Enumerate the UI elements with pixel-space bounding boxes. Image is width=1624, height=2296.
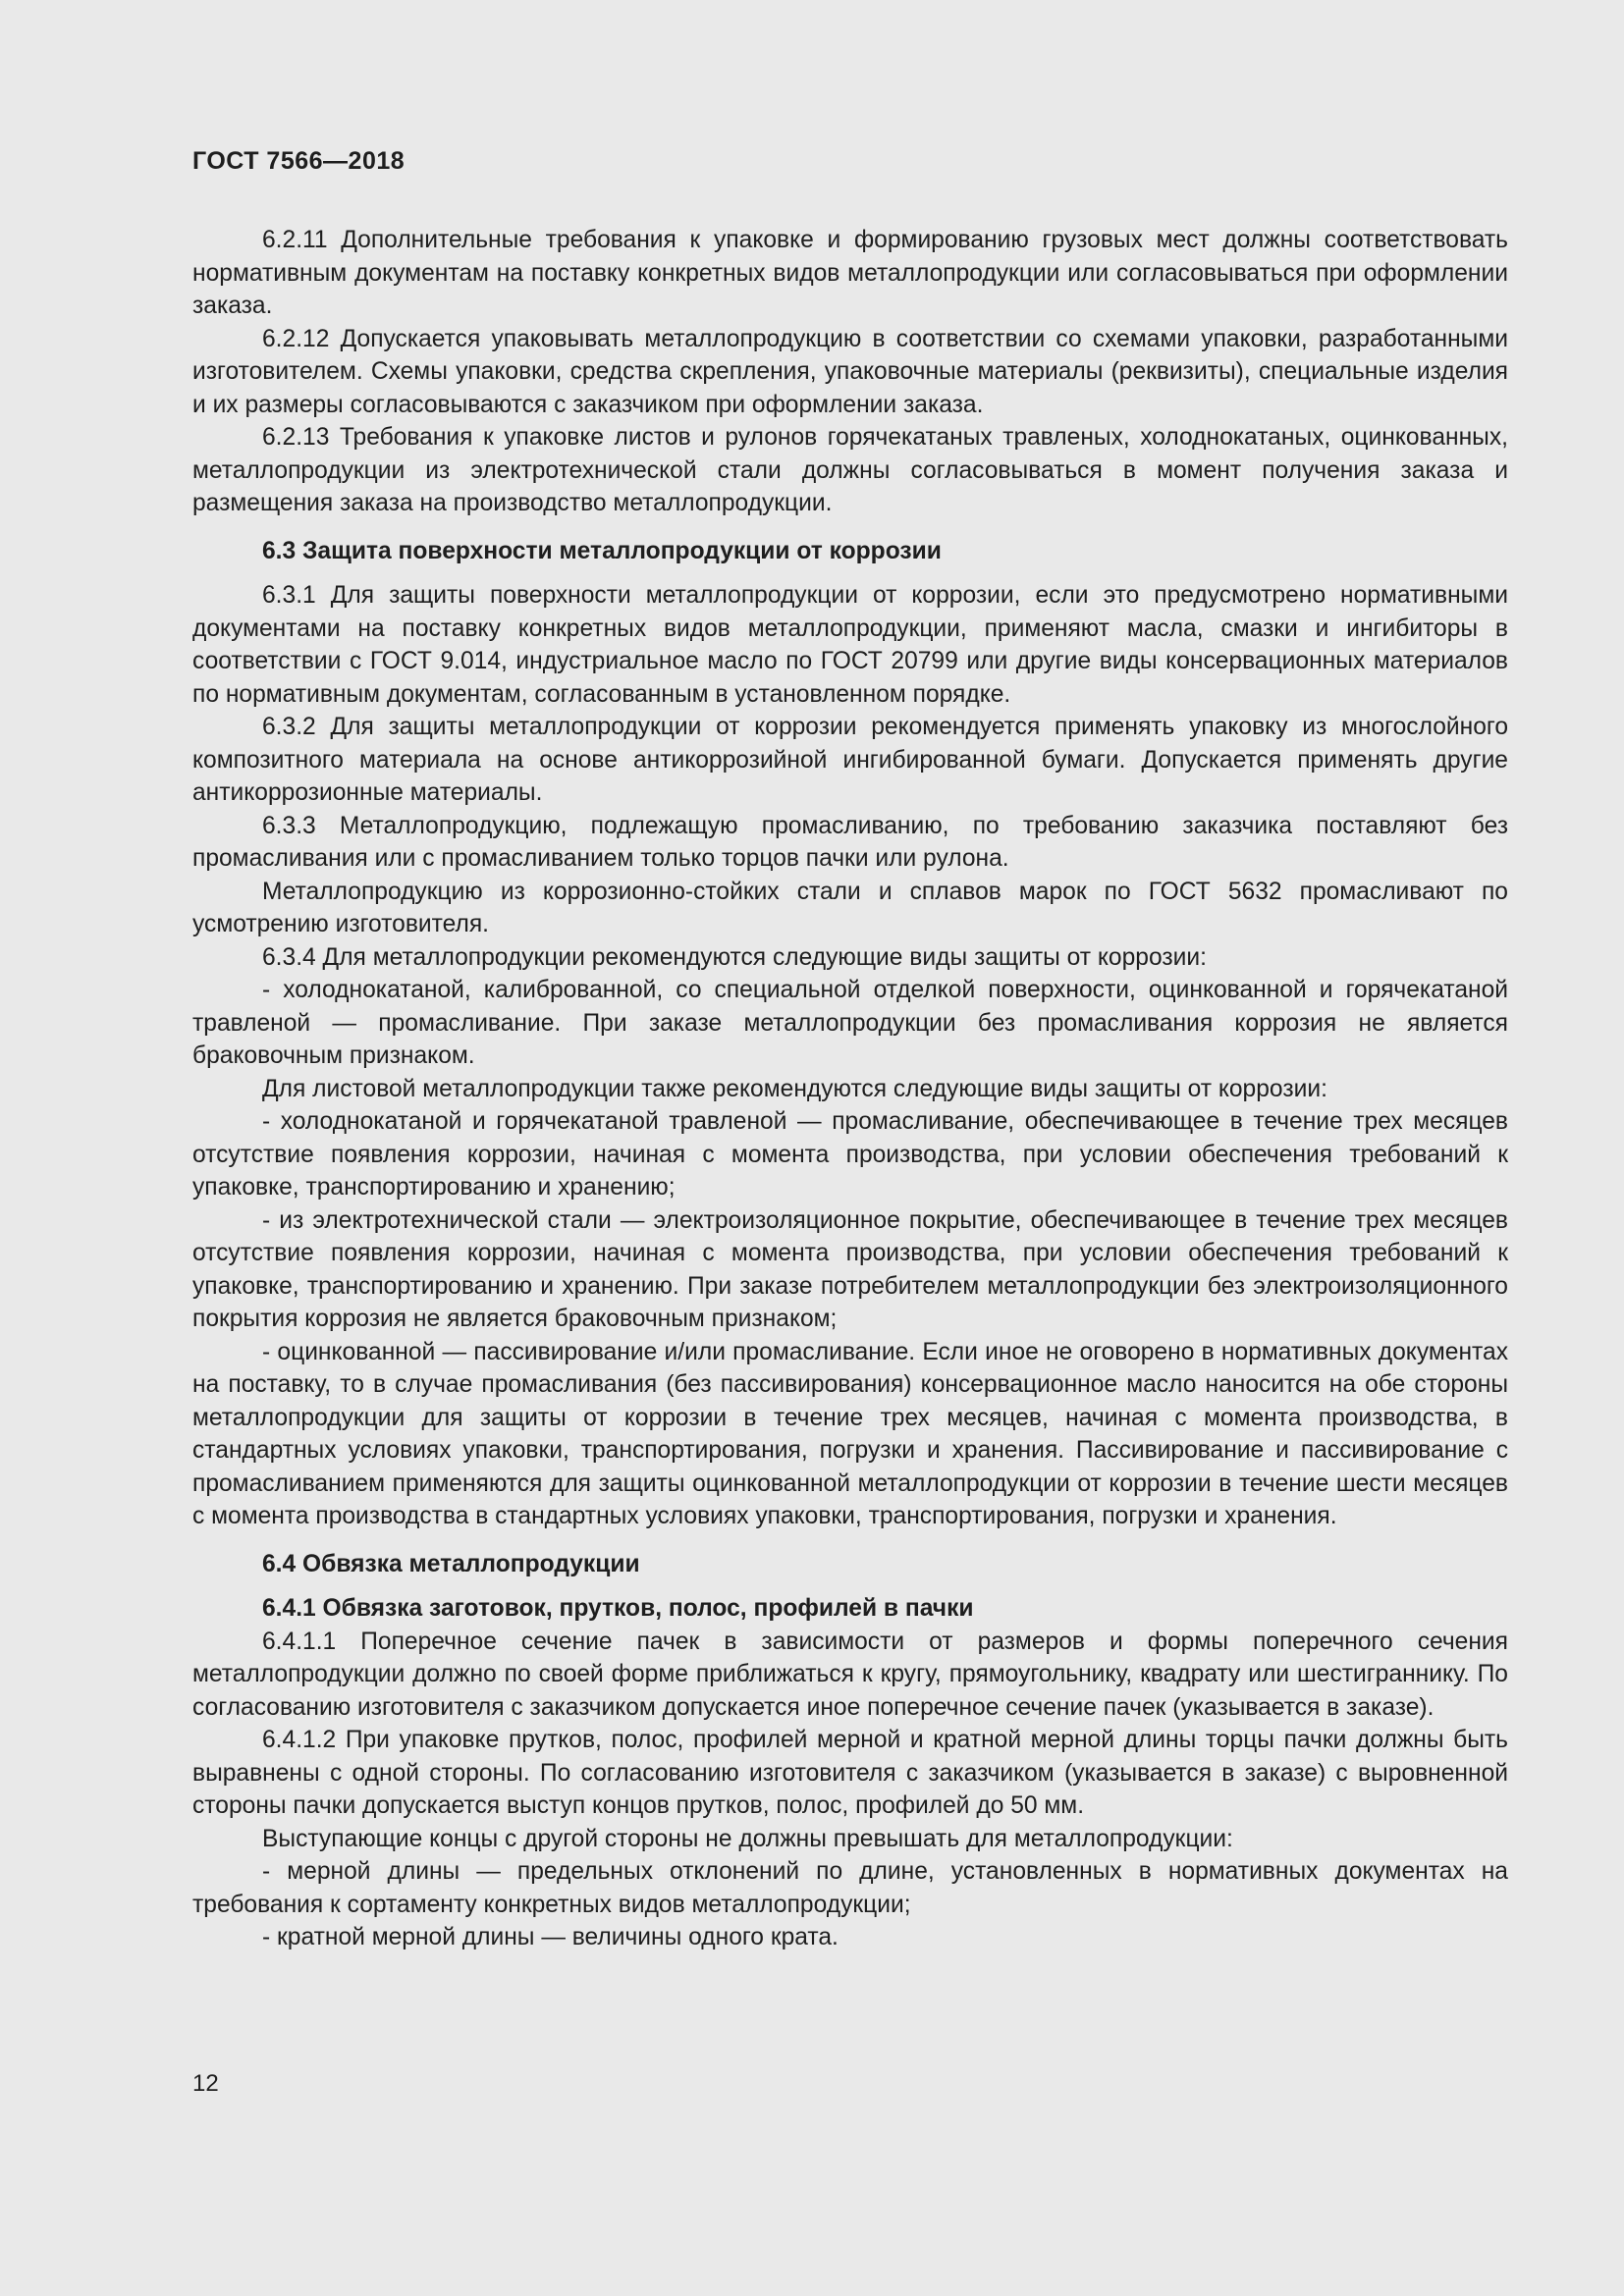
paragraph-6-2-12: 6.2.12 Допускается упаковывать металлопродукцию в соответствии со схемами упаковки, разработанными изготовителем. Схемы упаковки, средства скрепления, упаковочные материалы (реквизиты), специальные изделия и их размеры согласовываются с заказчиком при оформлении заказа.	[192, 325, 1508, 418]
section-heading-6-3: 6.3 Защита поверхности металлопродукции от коррозии	[262, 537, 942, 564]
paragraph-protruding-ends: Выступающие концы с другой стороны не должны превышать для металлопродукции:	[262, 1825, 1233, 1852]
paragraph-6-4-1-1: 6.4.1.1 Поперечное сечение пачек в зависимости от размеров и формы поперечного сечения металлопродукции должно по своей форме приближаться к кругу, прямоугольнику, квадрату или шестиграннику. По согласованию изготовителя с заказчиком допускается иное поперечное сечение пачек (указывается в заказе).	[192, 1628, 1508, 1721]
paragraph-6-2-11: 6.2.11 Дополнительные требования к упаковке и формированию грузовых мест должны соответствовать нормативным документам на поставку конкретных видов металлопродукции или согласовываться при оформлении заказа.	[192, 227, 1508, 319]
paragraph-sheet-products: Для листовой металлопродукции также рекомендуются следующие виды защиты от коррозии:	[262, 1075, 1327, 1102]
list-item-galvanized: - оцинкованной — пассивирование и/или промасливание. Если иное не оговорено в нормативных документах на поставку, то в случае промасливания (без пассивирования) консервационное масло наносится на обе стороны металлопродукции для защиты от коррозии в течение трех месяцев, начиная с момента производства, в стандартных условиях упаковки, транспортирования, погрузки и хранения. Пассивирование и пассивирование с промасливанием применяются для защиты оцинкованной металлопродукции от коррозии в течение шести месяцев с момента производства в стандартных условиях упаковки, транспортирования, погрузки и хранения.	[192, 1338, 1508, 1529]
page-number: 12	[192, 2070, 219, 2097]
document-body	[192, 224, 1508, 1954]
paragraph-6-3-2: 6.3.2 Для защиты металлопродукции от коррозии рекомендуется применять упаковку из многослойного композитного материала на основе антикоррозийной ингибированной бумаги. Допускается применять другие антикоррозионные материалы.	[192, 714, 1508, 806]
paragraph-6-3-1: 6.3.1 Для защиты поверхности металлопродукции от коррозии, если это предусмотрено нормативными документами на поставку конкретных видов металлопродукции, применяют масла, смазки и ингибиторы в соответствии с ГОСТ 9.014, индустриальное масло по ГОСТ 20799 или другие виды консервационных материалов по нормативным документам, согласованным в установленном порядке.	[192, 582, 1508, 708]
paragraph-6-3-3-continued: Металлопродукцию из коррозионно-стойких стали и сплавов марок по ГОСТ 5632 промасливают по усмотрению изготовителя.	[192, 878, 1508, 937]
list-item-electrical-steel: - из электротехнической стали — электроизоляционное покрытие, обеспечивающее в течение трех месяцев отсутствие появления коррозии, начиная с момента производства, при условии обеспечения требований к упаковке, транспортированию и хранению. При заказе потребителем металлопродукции без электроизоляционного покрытия коррозия не является браковочным признаком;	[192, 1206, 1508, 1332]
paragraph-6-3-4: 6.3.4 Для металлопродукции рекомендуются следующие виды защиты от коррозии:	[262, 943, 1207, 971]
section-heading-6-4: 6.4 Обвязка металлопродукции	[262, 1550, 640, 1577]
list-item-measured-length: - мерной длины — предельных отклонений по длине, установленных в нормативных документах на требования к сортаменту конкретных видов металлопродукции;	[192, 1858, 1508, 1918]
list-item-cold-rolled: - холоднокатаной, калиброванной, со специальной отделкой поверхности, оцинкованной и горячекатаной травленой — промасливание. При заказе металлопродукции без промасливания коррозия не является браковочным признаком.	[192, 977, 1508, 1069]
subsection-heading-6-4-1: 6.4.1 Обвязка заготовок, прутков, полос, профилей в пачки	[262, 1595, 974, 1622]
document-code-header: ГОСТ 7566—2018	[192, 147, 406, 175]
paragraph-6-4-1-2: 6.4.1.2 При упаковке прутков, полос, профилей мерной и кратной мерной длины торцы пачки должны быть выравнены с одной стороны. По согласованию изготовителя с заказчиком (указывается в заказе) с выровненной стороны пачки допускается выступ концов прутков, полос, профилей до 50 мм.	[192, 1727, 1508, 1819]
paragraph-6-2-13: 6.2.13 Требования к упаковке листов и рулонов горячекатаных травленых, холоднокатаных, оцинкованных, металлопродукции из электротехнической стали должны согласовываться в момент получения заказа и размещения заказа на производство металлопродукции.	[192, 424, 1508, 516]
list-item-multiple-length: - кратной мерной длины — величины одного крата.	[262, 1924, 839, 1950]
paragraph-6-3-3: 6.3.3 Металлопродукцию, подлежащую промасливанию, по требованию заказчика поставляют без промасливания или с промасливанием только торцов пачки или рулона.	[192, 812, 1508, 872]
list-item-pickled: - холоднокатаной и горячекатаной травленой — промасливание, обеспечивающее в течение трех месяцев отсутствие появления коррозии, начиная с момента производства, при условии обеспечения требований к упаковке, транспортированию и хранению;	[192, 1108, 1508, 1201]
